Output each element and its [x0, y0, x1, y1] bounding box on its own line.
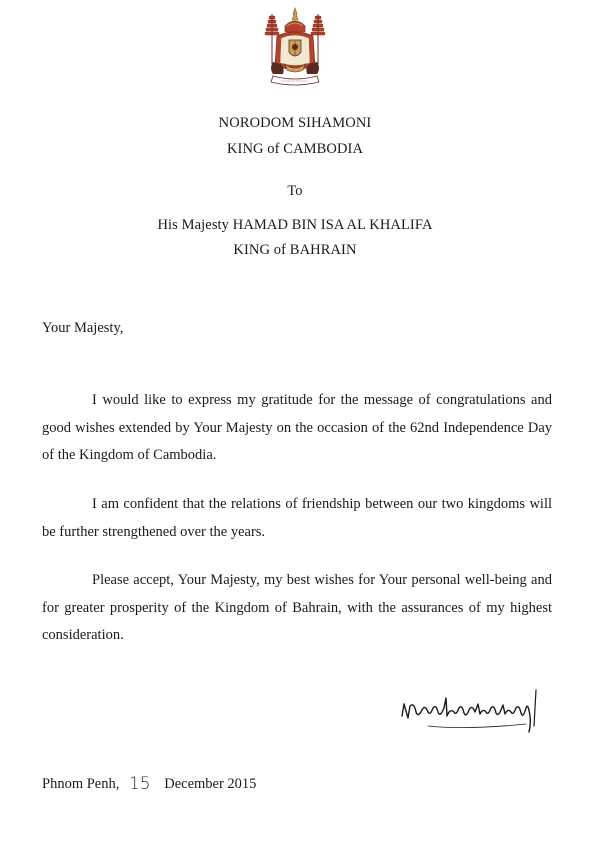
recipient-title: KING of BAHRAIN — [233, 242, 357, 258]
recipient-name: His Majesty HAMAD BIN ISA AL KHALIFA — [157, 217, 433, 233]
salutation: Your Majesty, — [42, 320, 124, 336]
sender-name: NORODOM SIHAMONI — [218, 115, 372, 131]
place-date-line — [42, 775, 256, 793]
paragraph-gratitude: I would like to express my gratitude for the message of congratulations and good wishes extended by Your Majesty on the occasion of the 62nd Independence Day of the Kingdom of Cambodia. — [42, 392, 552, 463]
handwritten-day: 15 — [128, 774, 151, 794]
to-label: To — [287, 183, 303, 199]
paragraph-friendship: I am confident that the relations of friendship between our two kingdoms will be further strengthened over the years. — [42, 496, 552, 540]
sender-title: KING of CAMBODIA — [226, 141, 364, 157]
month-year: December 2015 — [164, 776, 257, 792]
handwritten-signature-icon — [398, 686, 548, 738]
paragraph-best-wishes: Please accept, Your Majesty, my best wishes for Your personal well-being and for greater prosperity of the Kingdom of Bahrain, with the assurances of my highest consideration. — [42, 572, 552, 643]
place: Phnom Penh, — [42, 776, 120, 792]
royal-coat-of-arms-icon — [263, 6, 327, 88]
